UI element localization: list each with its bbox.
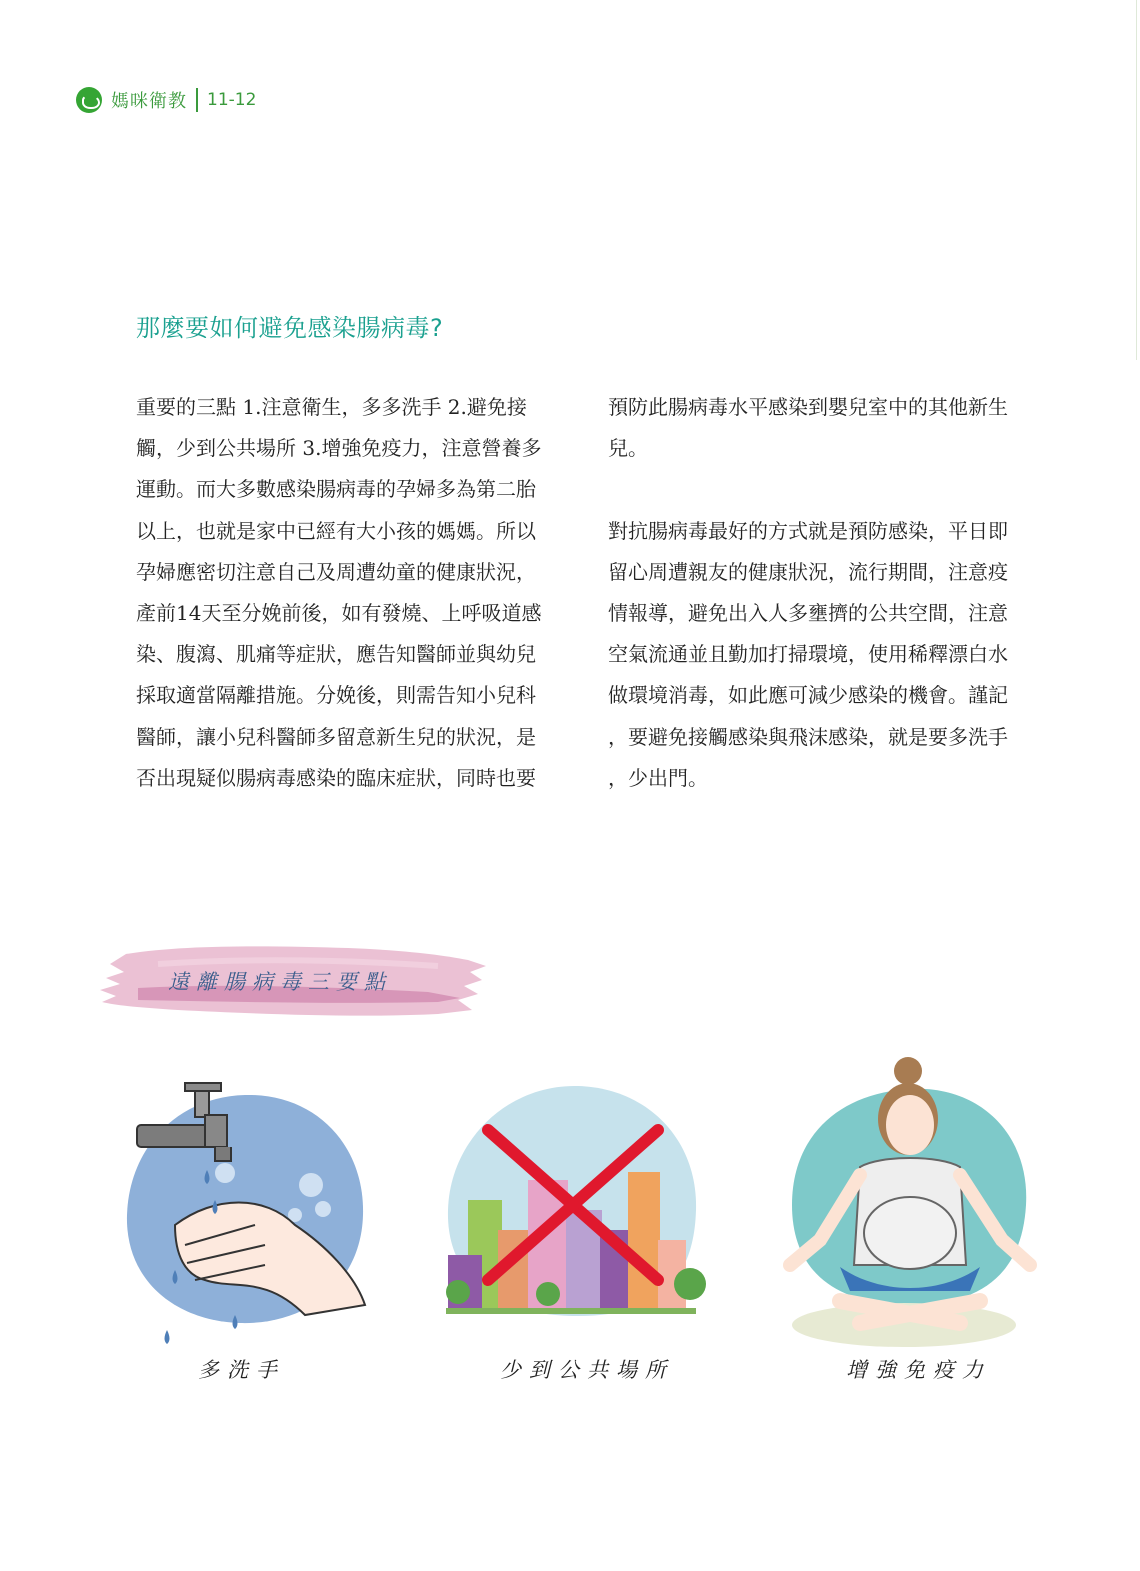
left-line: 染、腹瀉、肌痛等症狀，應告知醫師並與幼兒: [136, 642, 536, 667]
header-divider: [196, 88, 198, 112]
left-column: [136, 387, 568, 799]
meditation-icon: [780, 1055, 1040, 1350]
right-line: 預防此腸病毒水平感染到嬰兒室中的其他新生: [608, 395, 1008, 419]
page-header: [76, 86, 256, 114]
logo-icon: [76, 87, 102, 113]
right-line: ，要避免接觸感染與飛沫感染，就是要多洗手: [608, 724, 1008, 749]
left-line: 採取適當隔離措施。分娩後，則需告知小兒科: [136, 683, 536, 708]
no-public-places-icon: [428, 1080, 718, 1330]
right-column: [608, 387, 1040, 799]
right-line: 兒。: [608, 436, 648, 461]
left-line: 孕婦應密切注意自己及周遭幼童的健康狀況，: [136, 559, 536, 584]
header-title: 媽咪衛教: [111, 91, 187, 112]
right-line: 對抗腸病毒最好的方式就是預防感染，平日即: [608, 518, 1008, 543]
tip-label-hand-washing: 多洗手: [198, 1358, 285, 1382]
tip-label-public-places: 少到公共場所: [500, 1358, 674, 1382]
hand-washing-icon: [115, 1075, 375, 1345]
right-line: ，少出門。: [608, 765, 708, 790]
left-line: 以上，也就是家中已經有大小孩的媽媽。所以: [136, 518, 536, 543]
left-line: 運動。而大多數感染腸病毒的孕婦多為第二胎: [136, 477, 536, 502]
left-line: 否出現疑似腸病毒感染的臨床症狀，同時也要: [136, 765, 536, 790]
right-line: 做環境消毒，如此應可減少感染的機會。謹記: [608, 683, 1008, 708]
section-heading: 那麼要如何避免感染腸病毒?: [136, 314, 444, 342]
left-line: 重要的三點 1.注意衛生，多多洗手 2.避免接: [136, 395, 527, 419]
right-line: 空氣流通並且勤加打掃環境，使用稀釋漂白水: [608, 642, 1008, 667]
tip-label-immunity: 增強免疫力: [846, 1358, 991, 1382]
right-line: 留心周遭親友的健康狀況，流行期間，注意疫: [608, 559, 1008, 584]
page-edge-line: [1136, 0, 1137, 360]
left-line: 產前14天至分娩前後，如有發燒、上呼吸道感: [136, 601, 542, 626]
right-line: 情報導，避免出入人多壅擠的公共空間，注意: [608, 601, 1008, 625]
paragraph-gap: [608, 469, 1040, 510]
banner-title: 遠離腸病毒三要點: [168, 970, 392, 994]
left-line: 觸，少到公共場所 3.增強免疫力，注意營養多: [136, 436, 542, 461]
page-number: 11-12: [207, 90, 257, 110]
left-line: 醫師，讓小兒科醫師多留意新生兒的狀況，是: [136, 724, 536, 749]
